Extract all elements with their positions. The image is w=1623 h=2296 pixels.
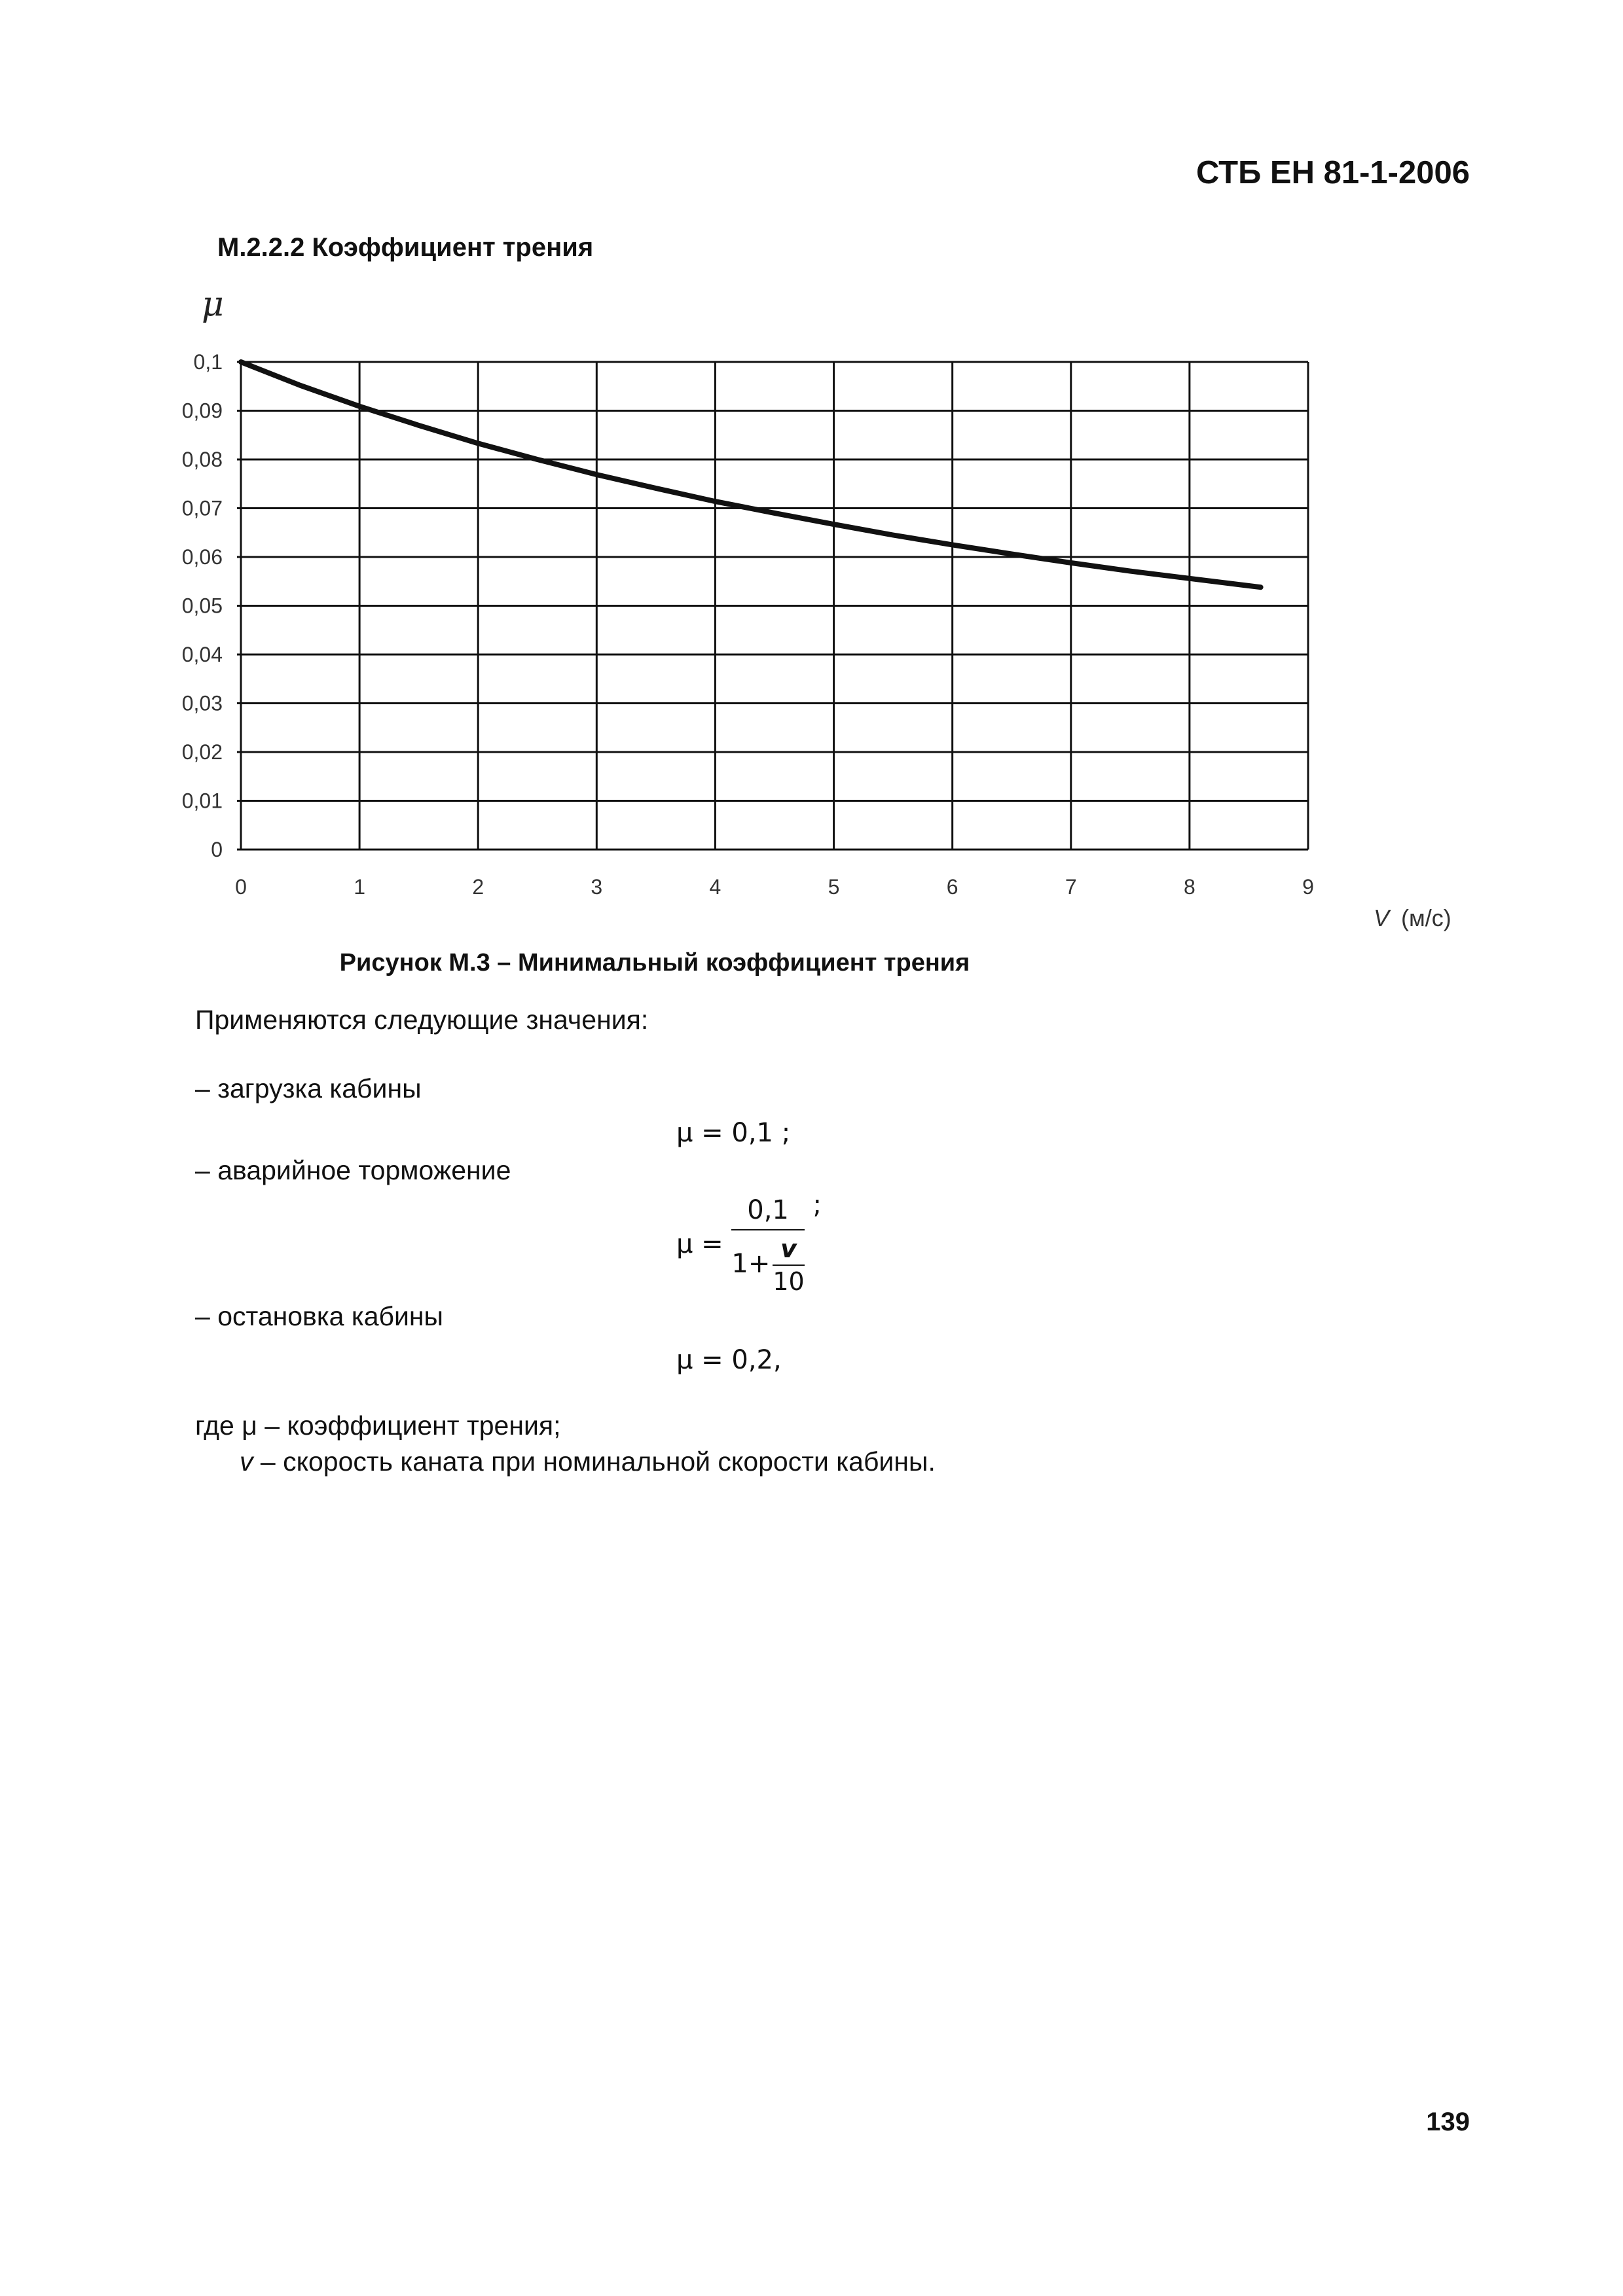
y-tick-label: 0,07	[181, 496, 223, 520]
denominator-prefix: 1+	[731, 1249, 771, 1279]
fraction	[731, 1195, 804, 1296]
x-tick-label: 7	[1065, 875, 1077, 899]
where-line-1	[195, 1410, 560, 1441]
x-tick-label: 2	[472, 875, 484, 899]
x-axis-label	[1374, 905, 1451, 931]
y-tick-label: 0,03	[181, 691, 223, 715]
y-tick-label: 0,08	[181, 448, 223, 471]
section-title: М.2.2.2 Коэффициент трения	[217, 233, 594, 262]
figure-caption: Рисунок М.3 – Минимальный коэффициент трения	[339, 949, 970, 977]
x-axis-label-var: V	[1374, 905, 1390, 931]
mu-symbol: μ	[242, 1410, 257, 1441]
x-tick-label: 4	[709, 875, 721, 899]
where-v-text: – скорость каната при номинальной скорости кабины.	[260, 1446, 936, 1477]
fraction-denominator	[731, 1230, 804, 1296]
x-tick-label: 3	[591, 875, 603, 899]
y-tick-label: 0,01	[181, 789, 223, 813]
x-tick-label: 8	[1183, 875, 1195, 899]
intro-text: Применяются следующие значения:	[195, 1005, 649, 1035]
where-line-2	[240, 1446, 936, 1477]
y-tick-label: 0,02	[181, 740, 223, 764]
item-loading: – загрузка кабины	[195, 1073, 422, 1103]
x-tick-label: 5	[828, 875, 840, 899]
item-emergency-braking: – аварийное торможение	[195, 1155, 511, 1185]
y-tick-label: 0,04	[181, 643, 223, 666]
x-tick-label: 9	[1302, 875, 1314, 899]
y-axis-label: μ	[202, 285, 224, 324]
formula-car-stop: μ = 0,2,	[676, 1345, 782, 1375]
v-symbol: v	[240, 1446, 253, 1477]
x-tick-label: 0	[235, 875, 247, 899]
friction-coefficient-curve	[241, 362, 1261, 587]
y-tick-label: 0,09	[181, 399, 223, 423]
friction-chart	[0, 0, 1623, 949]
where-mu-text: – коэффициент трения;	[264, 1410, 561, 1441]
x-tick-label: 6	[946, 875, 958, 899]
inner-numerator: v	[773, 1234, 804, 1266]
y-tick-label: 0,06	[181, 545, 223, 569]
inner-denominator: 10	[773, 1267, 805, 1296]
inner-fraction	[773, 1234, 804, 1296]
formula-loading: μ = 0,1 ;	[676, 1118, 791, 1148]
formula-emergency-braking	[676, 1190, 822, 1296]
y-tick-label: 0	[211, 838, 223, 861]
item-car-stop: – остановка кабины	[195, 1301, 444, 1331]
fraction-numerator: 0,1	[731, 1195, 804, 1230]
page-number: 139	[1426, 2108, 1470, 2136]
y-tick-label: 0,05	[181, 594, 223, 618]
formula-end: ;	[812, 1190, 822, 1220]
formula-lhs: μ =	[676, 1229, 723, 1259]
document-code: СТБ ЕН 81-1-2006	[1195, 155, 1470, 190]
x-tick-label: 1	[354, 875, 366, 899]
y-tick-label: 0,1	[193, 350, 223, 374]
where-prefix: где	[195, 1410, 234, 1441]
x-axis-label-unit: (м/с)	[1401, 905, 1451, 931]
